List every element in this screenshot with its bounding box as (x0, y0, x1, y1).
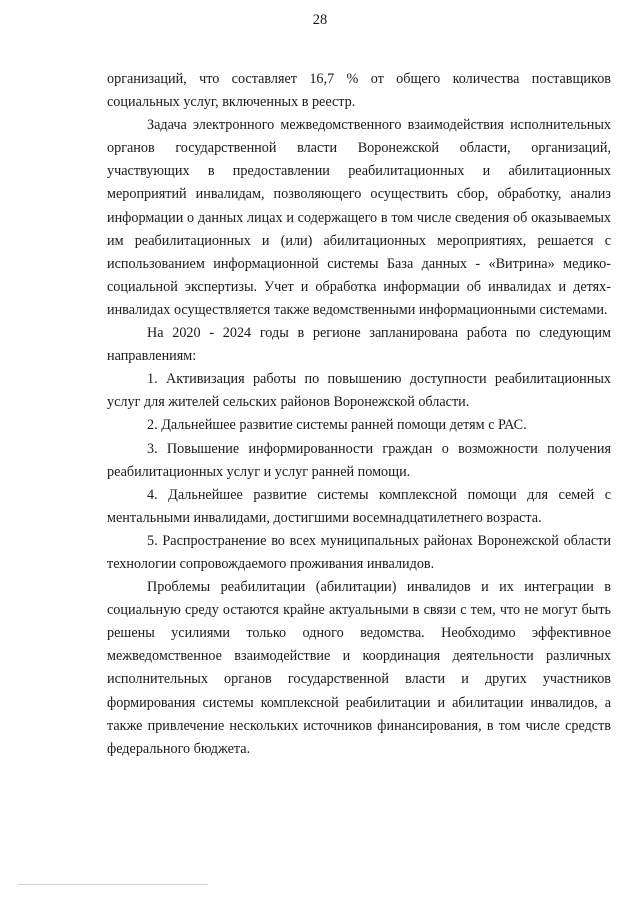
list-item-5: 5. Распространение во всех муниципальных районах Воронежской области технологии сопровождаемого проживания инвалидов. (107, 532, 611, 572)
list-item-1: 1. Активизация работы по повышению доступности реабилитационных услуг для жителей сельских районов Воронежской области. (107, 371, 611, 411)
list-item-3: 3. Повышение информированности граждан о возможности получения реабилитационных услуг и услуг ранней помощи. (107, 440, 611, 480)
page-number: 28 (312, 12, 328, 28)
document-body (107, 68, 611, 761)
list-item-2: 2. Дальнейшее развитие системы ранней помощи детям с РАС. (147, 417, 527, 434)
paragraph-plan-intro: На 2020 - 2024 годы в регионе запланирована работа по следующим направлениям: (107, 325, 611, 365)
paragraph-continuation: организаций, что составляет 16,7 % от общего количества поставщиков социальных услуг, включенных в реестр. (107, 71, 611, 111)
paragraph-interagency-task: Задача электронного межведомственного взаимодействия исполнительных органов государственной власти Воронежской области, организаций, участвующих в предоставлении реабилитационных и абилитационных мероприятий инвалидам, позволяющего осуществить сбор, обработку, анализ информации о данных лицах и содержащего в том числе сведения об оказываемых им реабилитационных и (или) абилитационных мероприятиях, решается с использованием информационной системы База данных - «Витрина» медико-социальной экспертизы. Учет и обработка информации об инвалидах и детях-инвалидах осуществляется также ведомственными информационными системами. (107, 117, 611, 318)
scan-edge-line (18, 884, 208, 885)
list-item-4: 4. Дальнейшее развитие системы комплексной помощи для семей с ментальными инвалидами, достигшими восемнадцатилетнего возраста. (107, 486, 611, 526)
paragraph-problems: Проблемы реабилитации (абилитации) инвалидов и их интеграции в социальную среду остаются крайне актуальными в связи с тем, что не могут быть решены усилиями только одного ведомства. Необходимо эффективное межведомственное взаимодействие и координация деятельности различных исполнительных органов государственной власти и других участников формирования системы комплексной реабилитации и абилитации инвалидов, а также привлечение нескольких источников финансирования, в том числе средств федерального бюджета. (107, 579, 611, 757)
